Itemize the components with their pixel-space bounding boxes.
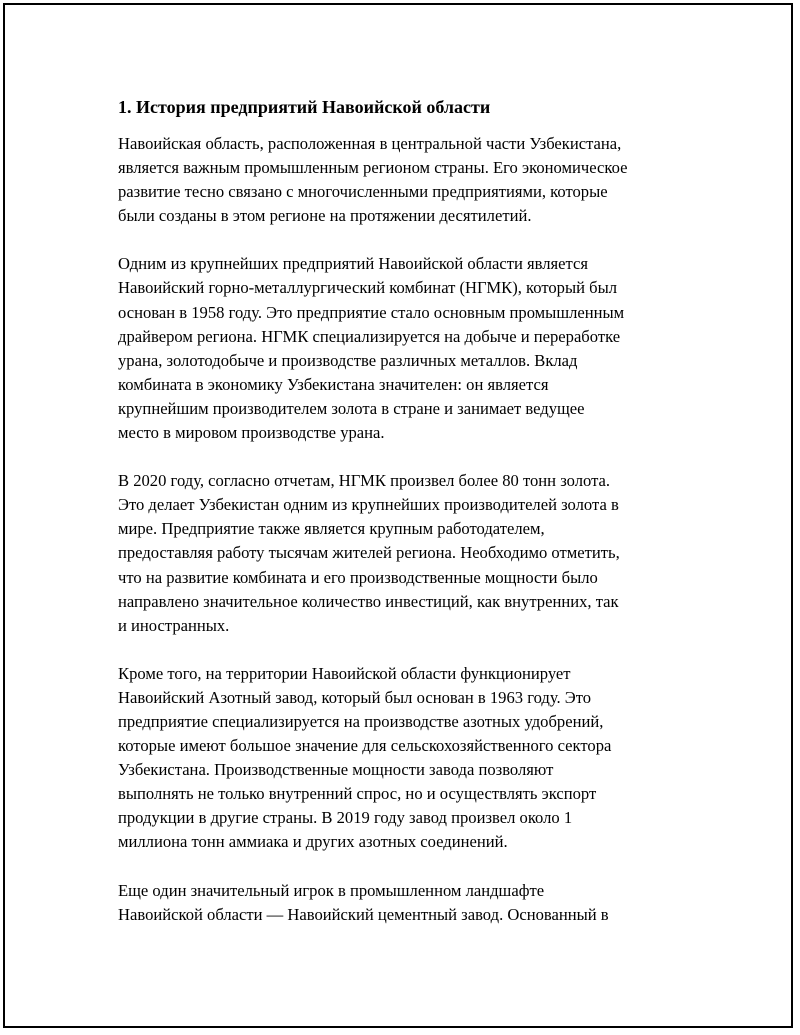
paragraph-intro: Навоийская область, расположенная в центральной части Узбекистана, является важным промышленным регионом страны. Его экономическое развитие тесно связано с многочисленными предприятиями, которые были созданы в этом регионе на протяжении десятилетий.: [118, 134, 628, 226]
paragraph-ngmk: Одним из крупнейших предприятий Навоийской области является Навоийский горно-металлургический комбинат (НГМК), который был основан в 1958 году. Это предприятие стало основным промышленным драйвером региона. НГМК специализируется на добыче и переработке урана, золотодобыче и производстве различных металлов. Вклад комбината в экономику Узбекистана значителен: он является крупнейшим производителем золота в стране и занимает ведущее место в мировом производстве урана.: [118, 254, 625, 443]
document-body: [118, 94, 698, 951]
paragraph-gold-production: В 2020 году, согласно отчетам, НГМК произвел более 80 тонн золота. Это делает Узбекистан одним из крупнейших производителей золота в мире. Предприятие также является крупным работодателем, предоставляя работу тысячам жителей региона. Необходимо отметить, что на развитие комбината и его производственные мощности было направлено значительное количество инвестиций, как внутренних, так и иностранных.: [118, 471, 620, 635]
paragraph-azot-plant: Кроме того, на территории Навоийской области функционирует Навоийский Азотный завод, который был основан в 1963 году. Это предприятие специализируется на производстве азотных удобрений, которые имеют большое значение для сельскохозяйственного сектора Узбекистана. Производственные мощности завода позволяют выполнять не только внутренний спрос, но и осуществлять экспорт продукции в другие страны. В 2019 году завод произвел около 1 миллиона тонн аммиака и других азотных соединений.: [118, 663, 612, 852]
paragraph-cement-plant: Еще один значительный игрок в промышленном ландшафте Навоийской области — Навоийский цементный завод. Основанный в: [118, 880, 609, 924]
section-heading: 1. История предприятий Навоийской области: [118, 97, 491, 117]
